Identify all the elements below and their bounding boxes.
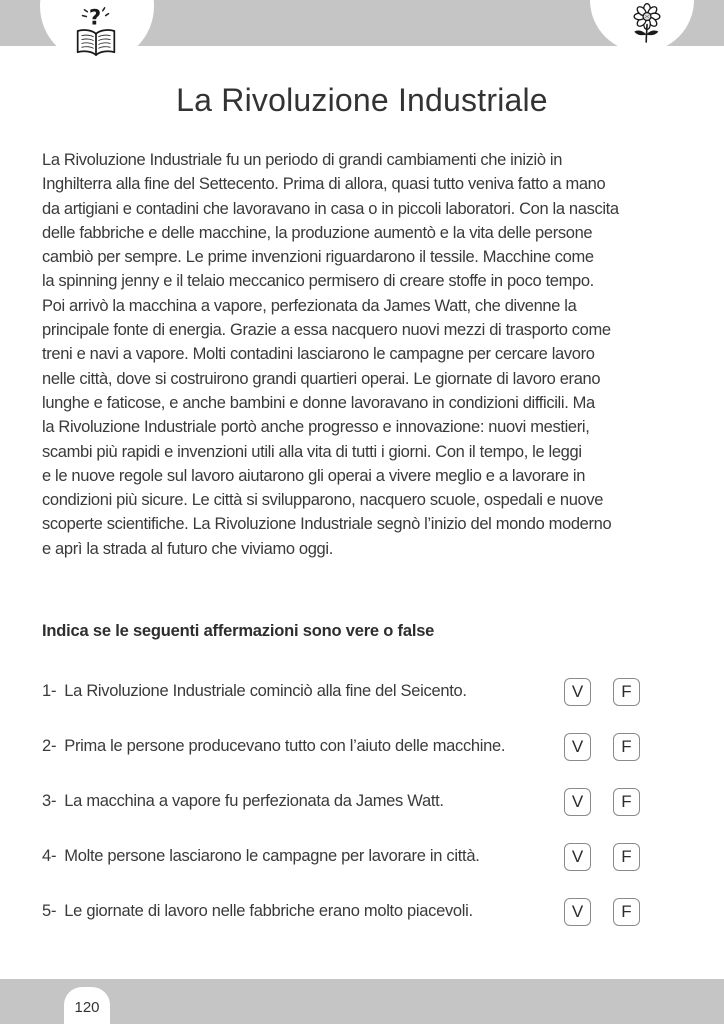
statement-text: Prima le persone producevano tutto con l’aiuto delle macchine. <box>64 737 506 756</box>
passage-line: principale fonte di energia. Grazie a essa nacquero nuovi mezzi di trasporto come <box>42 321 611 340</box>
statement-text: Le giornate di lavoro nelle fabbriche erano molto piacevoli. <box>64 902 473 921</box>
statement-text: La macchina a vapore fu perfezionata da James Watt. <box>64 792 444 811</box>
passage-line: Inghilterra alla fine del Settecento. Prima di allora, quasi tutto veniva fatto a mano <box>42 175 606 194</box>
statement-number: 2- <box>42 737 57 756</box>
false-checkbox[interactable]: F <box>613 843 640 871</box>
false-checkbox[interactable]: F <box>613 788 640 816</box>
page-title: La Rivoluzione Industriale <box>176 82 548 118</box>
true-checkbox[interactable]: V <box>564 843 591 871</box>
statement-row <box>42 897 640 926</box>
statement-row <box>42 842 640 871</box>
true-checkbox[interactable]: V <box>564 733 591 761</box>
true-checkbox[interactable]: V <box>564 678 591 706</box>
passage-line: La Rivoluzione Industriale fu un periodo di grandi cambiamenti che iniziò in <box>42 151 563 169</box>
false-checkbox[interactable]: F <box>613 678 640 706</box>
statement-number: 1- <box>42 682 57 701</box>
reading-passage <box>42 148 682 561</box>
passage-line: Poi arrivò la macchina a vapore, perfezionata da James Watt, che divenne la <box>42 296 577 315</box>
passage-line: delle fabbriche e delle macchine, la produzione aumentò e la vita delle persone <box>42 223 593 242</box>
statement-number: 4- <box>42 847 57 866</box>
passage-line: treni e navi a vapore. Molti contadini lasciarono le campagne per cercare lavoro <box>42 345 595 364</box>
passage-line: la spinning jenny e il telaio meccanico permisero di creare stoffe in poco tempo. <box>42 272 594 291</box>
statement-text: La Rivoluzione Industriale cominciò alla fine del Seicento. <box>64 682 467 701</box>
svg-text:?: ? <box>88 5 102 31</box>
statement-row <box>42 732 640 761</box>
false-checkbox[interactable]: F <box>613 733 640 761</box>
statement-row <box>42 677 640 706</box>
flower-icon <box>630 3 664 47</box>
passage-line: condizioni più sicure. Le città si svilupparono, nacquero scuole, ospedali e nuove <box>42 491 604 510</box>
passage-line: cambiò per sempre. Le prime invenzioni riguardarono il tessile. Macchine come <box>42 248 594 267</box>
statement-number: 5- <box>42 902 57 921</box>
exercise-instruction: Indica se le seguenti affermazioni sono vere o false <box>42 622 435 641</box>
false-checkbox[interactable]: F <box>613 898 640 926</box>
passage-line: scoperte scientifiche. La Rivoluzione Industriale segnò l’inizio del mondo moderno <box>42 515 612 534</box>
statement-number: 3- <box>42 792 57 811</box>
passage-line: e aprì la strada al futuro che viviamo oggi. <box>42 539 333 558</box>
page-number: 120 <box>74 999 100 1016</box>
page-number-tab <box>64 987 110 1024</box>
true-checkbox[interactable]: V <box>564 898 591 926</box>
statements-list <box>42 677 640 926</box>
passage-line: lunghe e faticose, e anche bambini e donne lavoravano in condizioni difficili. Ma <box>42 393 595 412</box>
book-question-icon <box>72 4 120 58</box>
passage-line: nelle città, dove si costruirono grandi quartieri operai. Le giornate di lavoro erano <box>42 369 601 388</box>
statement-row <box>42 787 640 816</box>
true-checkbox[interactable]: V <box>564 788 591 816</box>
passage-line: da artigiani e contadini che lavoravano in casa o in piccoli laboratori. Con la nascita <box>42 199 619 218</box>
bottom-band <box>0 979 724 1024</box>
statement-text: Molte persone lasciarono le campagne per lavorare in città. <box>64 847 480 866</box>
passage-line: la Rivoluzione Industriale portò anche progresso e innovazione: nuovi mestieri, <box>42 418 590 437</box>
passage-line: e le nuove regole sul lavoro aiutarono gli operai a vivere meglio e a lavorare in <box>42 466 586 485</box>
passage-line: scambi più rapidi e invenzioni utili alla vita di tutti i giorni. Con il tempo, le leggi <box>42 442 582 461</box>
